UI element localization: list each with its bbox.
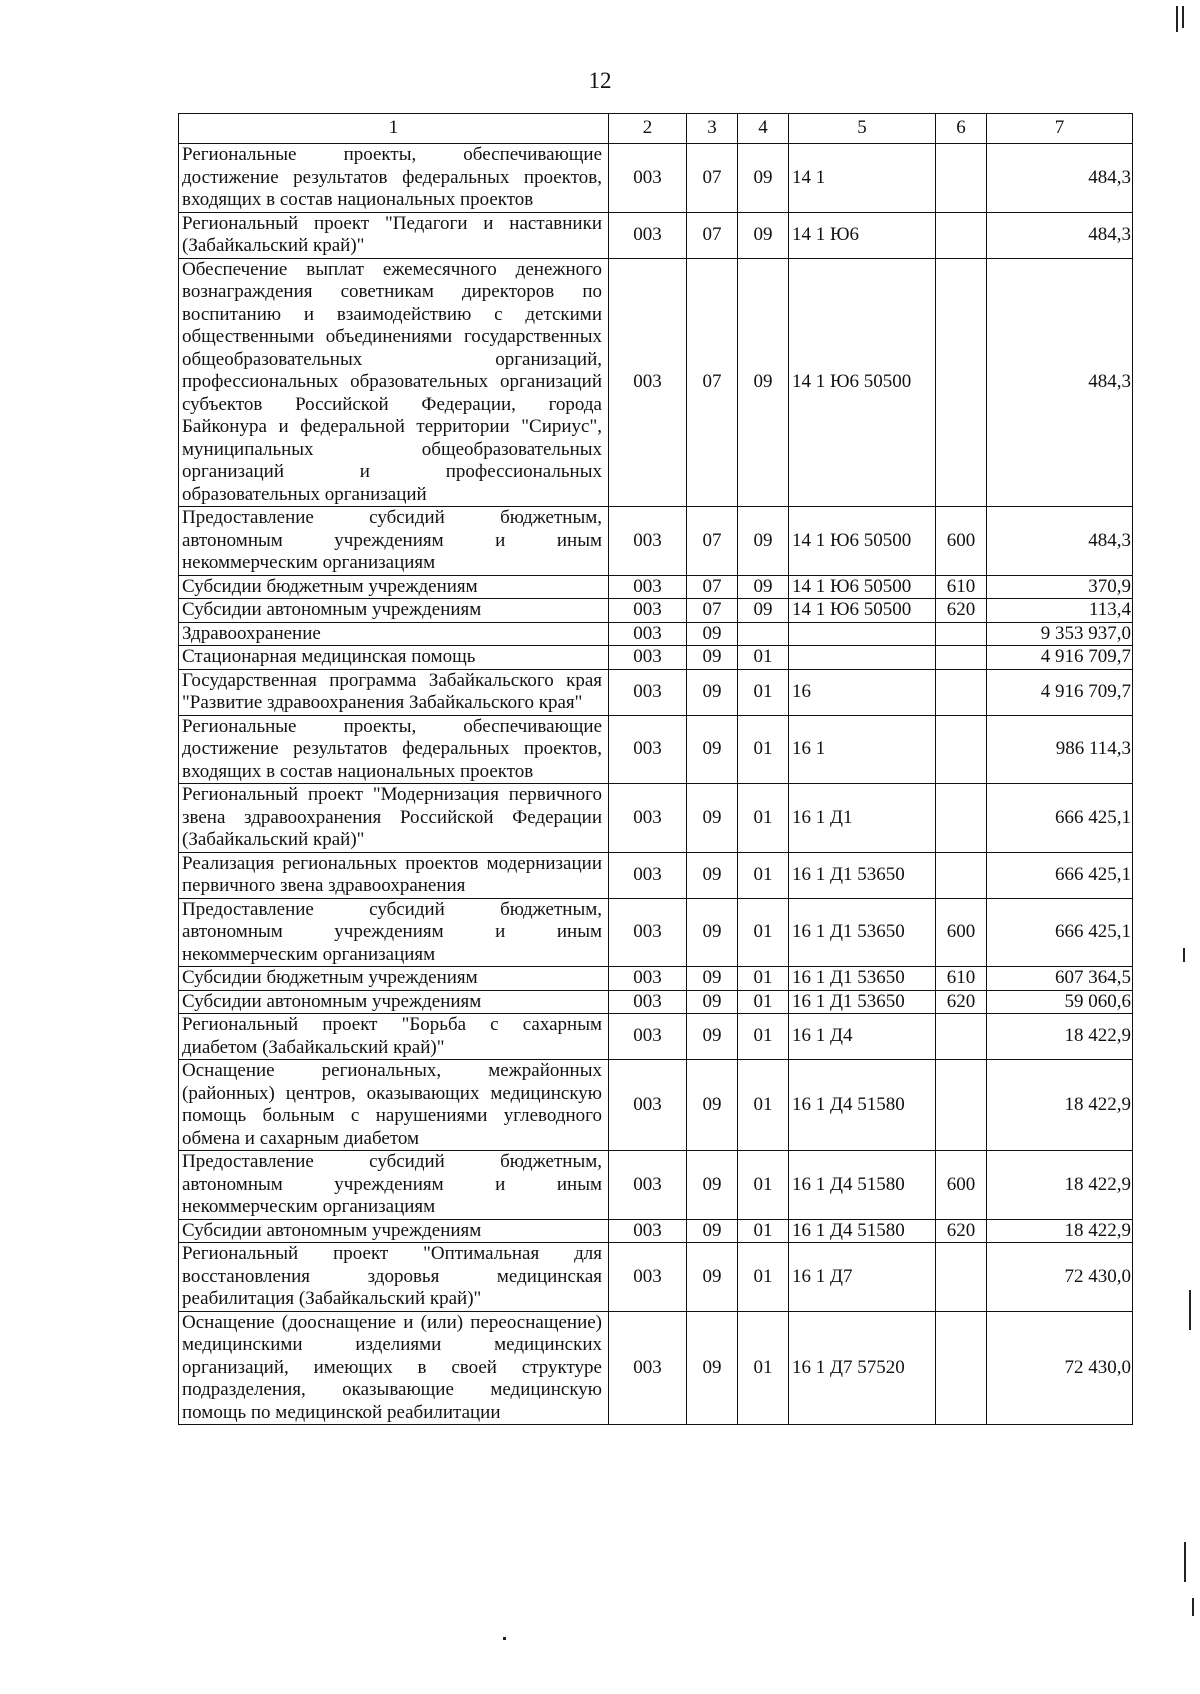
table-row: [179, 1311, 1133, 1425]
section-code-cell: 09: [687, 669, 738, 715]
subsection-code-cell: 09: [738, 507, 789, 576]
target-article-cell: 14 1 Ю6 50500: [789, 507, 936, 576]
ministry-code-cell: 003: [609, 599, 687, 623]
header-row: [179, 114, 1133, 144]
subsection-code-cell: 09: [738, 144, 789, 213]
column-header: 2: [609, 114, 687, 144]
table-row: [179, 1060, 1133, 1151]
scan-artifact-mark: [1182, 6, 1184, 28]
section-code-cell: 07: [687, 599, 738, 623]
column-header: 5: [789, 114, 936, 144]
row-name-cell: Региональный проект "Оптимальная для восстановления здоровья медицинская реабилитация (Забайкальский край)": [179, 1243, 609, 1312]
scan-artifact-mark: [1189, 1290, 1191, 1330]
expense-type-cell: [936, 1311, 987, 1425]
ministry-code-cell: 003: [609, 784, 687, 853]
row-name-cell: Государственная программа Забайкальского края "Развитие здравоохранения Забайкальского края": [179, 669, 609, 715]
expense-type-cell: [936, 258, 987, 507]
section-code-cell: 07: [687, 144, 738, 213]
subsection-code-cell: [738, 622, 789, 646]
subsection-code-cell: 01: [738, 669, 789, 715]
ministry-code-cell: 003: [609, 1311, 687, 1425]
column-header: 4: [738, 114, 789, 144]
scan-artifact-mark: [1176, 6, 1178, 32]
target-article-cell: 16 1 Д4 51580: [789, 1060, 936, 1151]
amount-cell: 18 422,9: [987, 1219, 1133, 1243]
table-row: [179, 967, 1133, 991]
expense-type-cell: [936, 715, 987, 784]
table-row: [179, 1219, 1133, 1243]
section-code-cell: 09: [687, 1243, 738, 1312]
amount-cell: 59 060,6: [987, 990, 1133, 1014]
ministry-code-cell: 003: [609, 1151, 687, 1220]
row-name-cell: Оснащение региональных, межрайонных (районных) центров, оказывающих медицинскую помощь больным с нарушениями углеводного обмена и сахарным диабетом: [179, 1060, 609, 1151]
amount-cell: 72 430,0: [987, 1311, 1133, 1425]
expense-type-cell: [936, 144, 987, 213]
row-name-cell: Здравоохранение: [179, 622, 609, 646]
scan-artifact-mark: [503, 1637, 506, 1640]
expense-type-cell: [936, 669, 987, 715]
section-code-cell: 07: [687, 507, 738, 576]
subsection-code-cell: 01: [738, 784, 789, 853]
expense-type-cell: [936, 212, 987, 258]
section-code-cell: 09: [687, 990, 738, 1014]
table-row: [179, 646, 1133, 670]
expense-type-cell: [936, 622, 987, 646]
ministry-code-cell: 003: [609, 622, 687, 646]
table-row: [179, 258, 1133, 507]
row-name-cell: Предоставление субсидий бюджетным, автономным учреждениям и иным некоммерческим организациям: [179, 1151, 609, 1220]
expense-type-cell: 600: [936, 507, 987, 576]
section-code-cell: 07: [687, 575, 738, 599]
target-article-cell: 16 1 Д1 53650: [789, 967, 936, 991]
row-name-cell: Реализация региональных проектов модернизации первичного звена здравоохранения: [179, 852, 609, 898]
subsection-code-cell: 01: [738, 646, 789, 670]
expense-type-cell: 610: [936, 575, 987, 599]
row-name-cell: Субсидии автономным учреждениям: [179, 990, 609, 1014]
amount-cell: 666 425,1: [987, 898, 1133, 967]
amount-cell: 484,3: [987, 258, 1133, 507]
section-code-cell: 09: [687, 1014, 738, 1060]
subsection-code-cell: 01: [738, 1060, 789, 1151]
row-name-cell: Обеспечение выплат ежемесячного денежного вознаграждения советникам директоров по воспитанию и взаимодействию с детскими общественными объединениями государственных общеобразовательных организаций, профессиональных образовательных организаций субъектов Российской Федерации, города Байконура и федеральной территории "Сириус", муниципальных общеобразовательных организаций и профессиональных образовательных организаций: [179, 258, 609, 507]
amount-cell: 18 422,9: [987, 1060, 1133, 1151]
table-row: [179, 1014, 1133, 1060]
amount-cell: 607 364,5: [987, 967, 1133, 991]
subsection-code-cell: 01: [738, 1151, 789, 1220]
ministry-code-cell: 003: [609, 990, 687, 1014]
ministry-code-cell: 003: [609, 144, 687, 213]
row-name-cell: Региональный проект "Модернизация первичного звена здравоохранения Российской Федерации (Забайкальский край)": [179, 784, 609, 853]
column-header: 6: [936, 114, 987, 144]
target-article-cell: 16 1 Д4 51580: [789, 1219, 936, 1243]
column-header: 7: [987, 114, 1133, 144]
row-name-cell: Региональные проекты, обеспечивающие достижение результатов федеральных проектов, входящих в состав национальных проектов: [179, 144, 609, 213]
scan-artifact-mark: [1192, 1598, 1194, 1616]
amount-cell: 113,4: [987, 599, 1133, 623]
expense-type-cell: [936, 1243, 987, 1312]
table-row: [179, 575, 1133, 599]
section-code-cell: 09: [687, 898, 738, 967]
table-row: [179, 212, 1133, 258]
expense-type-cell: [936, 1014, 987, 1060]
ministry-code-cell: 003: [609, 715, 687, 784]
expense-type-cell: 600: [936, 898, 987, 967]
ministry-code-cell: 003: [609, 898, 687, 967]
ministry-code-cell: 003: [609, 852, 687, 898]
subsection-code-cell: 01: [738, 898, 789, 967]
table-row: [179, 715, 1133, 784]
amount-cell: 72 430,0: [987, 1243, 1133, 1312]
subsection-code-cell: 01: [738, 967, 789, 991]
section-code-cell: 09: [687, 852, 738, 898]
subsection-code-cell: 01: [738, 715, 789, 784]
row-name-cell: Предоставление субсидий бюджетным, автономным учреждениям и иным некоммерческим организациям: [179, 898, 609, 967]
subsection-code-cell: 01: [738, 990, 789, 1014]
expense-type-cell: 610: [936, 967, 987, 991]
subsection-code-cell: 01: [738, 1219, 789, 1243]
subsection-code-cell: 09: [738, 258, 789, 507]
row-name-cell: Региональный проект "Педагоги и наставники (Забайкальский край)": [179, 212, 609, 258]
ministry-code-cell: 003: [609, 967, 687, 991]
target-article-cell: 16 1 Д4 51580: [789, 1151, 936, 1220]
row-name-cell: Субсидии автономным учреждениям: [179, 1219, 609, 1243]
budget-table: [178, 113, 1133, 1425]
amount-cell: 666 425,1: [987, 784, 1133, 853]
table-row: [179, 1151, 1133, 1220]
row-name-cell: Субсидии бюджетным учреждениям: [179, 575, 609, 599]
row-name-cell: Региональный проект "Борьба с сахарным диабетом (Забайкальский край)": [179, 1014, 609, 1060]
amount-cell: 9 353 937,0: [987, 622, 1133, 646]
row-name-cell: Стационарная медицинская помощь: [179, 646, 609, 670]
subsection-code-cell: 09: [738, 212, 789, 258]
row-name-cell: Субсидии бюджетным учреждениям: [179, 967, 609, 991]
table-row: [179, 898, 1133, 967]
target-article-cell: 16: [789, 669, 936, 715]
expense-type-cell: 620: [936, 599, 987, 623]
amount-cell: 484,3: [987, 507, 1133, 576]
amount-cell: 484,3: [987, 144, 1133, 213]
target-article-cell: 16 1 Д4: [789, 1014, 936, 1060]
section-code-cell: 09: [687, 1219, 738, 1243]
ministry-code-cell: 003: [609, 507, 687, 576]
section-code-cell: 09: [687, 715, 738, 784]
section-code-cell: 09: [687, 1311, 738, 1425]
section-code-cell: 09: [687, 1151, 738, 1220]
target-article-cell: 14 1 Ю6 50500: [789, 599, 936, 623]
section-code-cell: 09: [687, 967, 738, 991]
section-code-cell: 09: [687, 1060, 738, 1151]
expense-type-cell: 620: [936, 1219, 987, 1243]
ministry-code-cell: 003: [609, 575, 687, 599]
table-row: [179, 599, 1133, 623]
target-article-cell: 16 1 Д1: [789, 784, 936, 853]
table-header: [179, 114, 1133, 144]
ministry-code-cell: 003: [609, 1060, 687, 1151]
ministry-code-cell: 003: [609, 1243, 687, 1312]
section-code-cell: 09: [687, 784, 738, 853]
target-article-cell: 14 1 Ю6: [789, 212, 936, 258]
expense-type-cell: 620: [936, 990, 987, 1014]
scan-artifact-mark: [1184, 1542, 1186, 1582]
target-article-cell: [789, 622, 936, 646]
expense-type-cell: [936, 646, 987, 670]
row-name-cell: Предоставление субсидий бюджетным, автономным учреждениям и иным некоммерческим организациям: [179, 507, 609, 576]
table-row: [179, 990, 1133, 1014]
table-row: [179, 144, 1133, 213]
subsection-code-cell: 01: [738, 1311, 789, 1425]
section-code-cell: 07: [687, 212, 738, 258]
amount-cell: 370,9: [987, 575, 1133, 599]
ministry-code-cell: 003: [609, 669, 687, 715]
amount-cell: 484,3: [987, 212, 1133, 258]
target-article-cell: [789, 646, 936, 670]
table-row: [179, 669, 1133, 715]
target-article-cell: 14 1 Ю6 50500: [789, 258, 936, 507]
table-row: [179, 1243, 1133, 1312]
section-code-cell: 09: [687, 622, 738, 646]
subsection-code-cell: 09: [738, 599, 789, 623]
row-name-cell: Оснащение (дооснащение и (или) переоснащение) медицинскими изделиями медицинских организаций, имеющих в своей структуре подразделения, оказывающие медицинскую помощь по медицинской реабилитации: [179, 1311, 609, 1425]
amount-cell: 18 422,9: [987, 1151, 1133, 1220]
table-row: [179, 507, 1133, 576]
page-number: 12: [588, 68, 612, 93]
table-row: [179, 622, 1133, 646]
scan-artifact-mark: [1183, 948, 1185, 962]
amount-cell: 666 425,1: [987, 852, 1133, 898]
expense-type-cell: [936, 784, 987, 853]
target-article-cell: 14 1 Ю6 50500: [789, 575, 936, 599]
table-row: [179, 784, 1133, 853]
row-name-cell: Региональные проекты, обеспечивающие достижение результатов федеральных проектов, входящих в состав национальных проектов: [179, 715, 609, 784]
target-article-cell: 16 1 Д1 53650: [789, 990, 936, 1014]
amount-cell: 4 916 709,7: [987, 646, 1133, 670]
target-article-cell: 16 1 Д7 57520: [789, 1311, 936, 1425]
expense-type-cell: 600: [936, 1151, 987, 1220]
ministry-code-cell: 003: [609, 1014, 687, 1060]
table-body: [179, 144, 1133, 1425]
target-article-cell: 16 1 Д1 53650: [789, 852, 936, 898]
target-article-cell: 16 1 Д1 53650: [789, 898, 936, 967]
section-code-cell: 09: [687, 646, 738, 670]
ministry-code-cell: 003: [609, 258, 687, 507]
amount-cell: 4 916 709,7: [987, 669, 1133, 715]
amount-cell: 18 422,9: [987, 1014, 1133, 1060]
target-article-cell: 14 1: [789, 144, 936, 213]
expense-type-cell: [936, 852, 987, 898]
column-header: 3: [687, 114, 738, 144]
expense-type-cell: [936, 1060, 987, 1151]
subsection-code-cell: 01: [738, 852, 789, 898]
ministry-code-cell: 003: [609, 212, 687, 258]
subsection-code-cell: 01: [738, 1014, 789, 1060]
subsection-code-cell: 09: [738, 575, 789, 599]
amount-cell: 986 114,3: [987, 715, 1133, 784]
subsection-code-cell: 01: [738, 1243, 789, 1312]
ministry-code-cell: 003: [609, 646, 687, 670]
section-code-cell: 07: [687, 258, 738, 507]
target-article-cell: 16 1: [789, 715, 936, 784]
table-row: [179, 852, 1133, 898]
ministry-code-cell: 003: [609, 1219, 687, 1243]
column-header: 1: [179, 114, 609, 144]
row-name-cell: Субсидии автономным учреждениям: [179, 599, 609, 623]
target-article-cell: 16 1 Д7: [789, 1243, 936, 1312]
